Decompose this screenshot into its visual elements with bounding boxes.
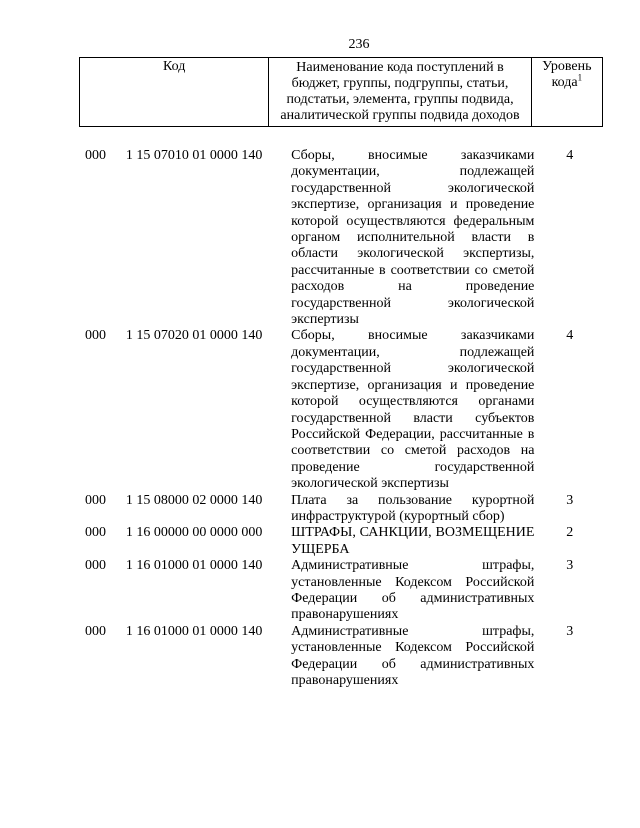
table-header bbox=[79, 57, 603, 127]
row-code: 1 15 07020 01 0000 140 bbox=[125, 328, 263, 344]
row-level: 3 bbox=[566, 623, 574, 639]
row-name: Сборы, вносимые заказчиками документации, подлежащей государственной экологической экспертизе, организация и проведение которой осуществляются органами государственной власти субъектов Российской Федерации, рассчитанные в соответствии со сметой расходов на проведение государственной экологической экспертизы bbox=[291, 328, 535, 492]
table-body bbox=[79, 148, 603, 689]
table-row bbox=[79, 624, 603, 690]
table-row bbox=[79, 328, 603, 492]
table-row bbox=[79, 493, 603, 526]
row-prefix: 000 bbox=[85, 328, 106, 344]
table-row bbox=[79, 148, 603, 328]
row-name: ШТРАФЫ, САНКЦИИ, ВОЗМЕЩЕНИЕ УЩЕРБА bbox=[291, 525, 535, 557]
header-level: Уровень кода bbox=[542, 59, 592, 90]
row-prefix: 000 bbox=[85, 623, 106, 639]
row-prefix: 000 bbox=[85, 525, 106, 541]
row-name: Сборы, вносимые заказчиками документации, подлежащей государственной экологической экспертизе, организация и проведение которой осуществляются федеральным органом исполнительной власти в области экологической экспертизы, рассчитанные в соответствии со сметой расходов на проведение государственной экологической экспертизы bbox=[291, 148, 535, 328]
row-code: 1 16 01000 01 0000 140 bbox=[125, 558, 263, 574]
row-prefix: 000 bbox=[85, 558, 106, 574]
page-number: 236 bbox=[348, 37, 370, 52]
row-name: Плата за пользование курортной инфраструктурой (курортный сбор) bbox=[291, 492, 535, 524]
row-name: Административные штрафы, установленные Кодексом Российской Федерации об административных правонарушениях bbox=[291, 623, 535, 688]
table-row bbox=[79, 525, 603, 558]
footnote-marker: 1 bbox=[577, 72, 583, 83]
header-level-cell bbox=[531, 58, 602, 127]
header-name: Наименование кода поступлений в бюджет, группы, подгруппы, статьи, подстатьи, элемента, группы подвида, аналитической группы подвида доходов bbox=[269, 58, 531, 127]
row-level: 2 bbox=[566, 525, 574, 541]
row-prefix: 000 bbox=[85, 148, 106, 163]
row-level: 3 bbox=[566, 492, 574, 508]
row-code: 1 16 01000 01 0000 140 bbox=[125, 623, 263, 639]
row-level: 4 bbox=[566, 328, 574, 344]
row-name: Административные штрафы, установленные Кодексом Российской Федерации об административных правонарушениях bbox=[291, 558, 535, 623]
row-level: 4 bbox=[566, 148, 574, 163]
row-code: 1 15 07010 01 0000 140 bbox=[125, 148, 263, 163]
row-code: 1 15 08000 02 0000 140 bbox=[125, 492, 263, 508]
row-prefix: 000 bbox=[85, 492, 106, 508]
row-level: 3 bbox=[566, 558, 574, 574]
row-code: 1 16 00000 00 0000 000 bbox=[125, 525, 263, 541]
header-code: Код bbox=[80, 58, 269, 127]
table-row bbox=[79, 558, 603, 624]
